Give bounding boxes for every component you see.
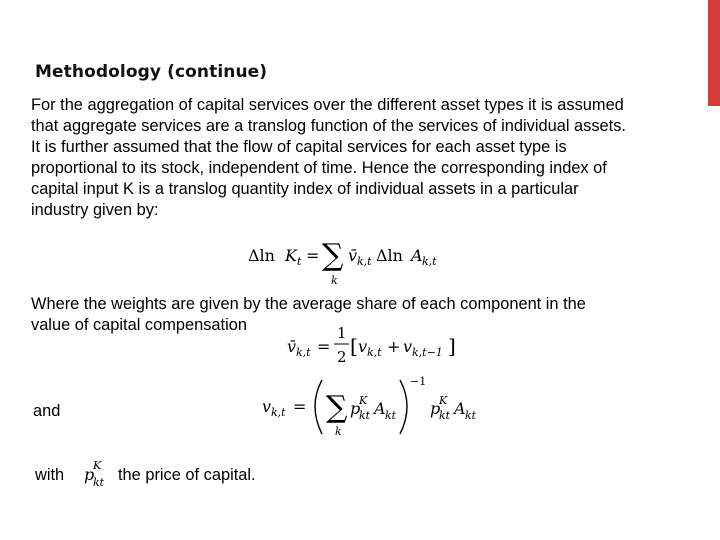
eq2-v1-sub: k,t bbox=[367, 346, 382, 359]
equation-price-symbol bbox=[82, 458, 114, 492]
eq3-right-paren bbox=[400, 380, 407, 434]
eq2-numerator: 1 bbox=[337, 324, 347, 342]
eq2-equals: = bbox=[317, 337, 331, 356]
eq3-left-paren bbox=[315, 380, 322, 434]
with-label: with bbox=[35, 466, 65, 484]
equation-value-share bbox=[262, 372, 487, 442]
eq1-equals: = bbox=[306, 246, 320, 265]
eq4-p-sub: kt bbox=[93, 476, 105, 489]
eq1-weight: v̄ bbox=[348, 246, 358, 265]
paragraph-line: For the aggregation of capital services over the different asset types it is assumed bbox=[31, 96, 624, 114]
eq2-lhs-sub: k,t bbox=[296, 346, 311, 359]
eq1-rhs-var: A bbox=[411, 246, 423, 265]
eq3-sum-index: k bbox=[335, 425, 342, 438]
eq3-exponent: −1 bbox=[410, 375, 427, 388]
eq3-a2-sub: kt bbox=[465, 409, 477, 422]
eq1-rhs-sub: k,t bbox=[422, 255, 437, 268]
slide-title: Methodology (continue) bbox=[35, 62, 268, 82]
paragraph-line: industry given by: bbox=[31, 201, 159, 219]
paragraph-line: capital input K is a translog quantity index of individual assets in a particular bbox=[31, 180, 579, 198]
eq2-close-bracket: ] bbox=[448, 334, 456, 358]
equation-average-share bbox=[287, 322, 467, 368]
eq2-open-bracket: [ bbox=[350, 334, 358, 358]
eq2-lhs: v̄ bbox=[287, 337, 297, 356]
eq2-plus: + bbox=[387, 337, 401, 356]
paragraph-line: It is further assumed that the flow of capital services for each asset type is bbox=[31, 138, 567, 156]
eq1-sum-sign: ∑ bbox=[322, 238, 344, 273]
eq3-a: A bbox=[374, 399, 386, 418]
eq3-sum-sign: ∑ bbox=[326, 390, 348, 425]
eq2-denominator: 2 bbox=[337, 348, 347, 366]
eq3-lhs-sub: k,t bbox=[271, 406, 286, 419]
eq4-p-sup: K bbox=[93, 459, 102, 472]
eq3-p2-sup: K bbox=[439, 394, 448, 407]
eq2-v2: v bbox=[403, 337, 413, 356]
eq3-p2: p bbox=[430, 399, 441, 418]
eq1-rhs-delta: Δln bbox=[376, 246, 403, 265]
eq1-weight-sub: k,t bbox=[357, 255, 372, 268]
eq2-v1: v bbox=[358, 337, 368, 356]
paragraph-line: that aggregate services are a translog function of the services of individual assets. bbox=[31, 117, 626, 135]
eq3-a-sub: kt bbox=[385, 409, 397, 422]
price-of-capital-label: the price of capital. bbox=[118, 466, 256, 484]
eq2-v2-sub: k,t−1 bbox=[412, 346, 443, 359]
eq1-lhs-var: K bbox=[285, 246, 297, 265]
eq3-p2-sub: kt bbox=[439, 409, 451, 422]
paragraph-line: value of capital compensation bbox=[31, 316, 247, 334]
equation-translog-index bbox=[248, 232, 438, 288]
eq3-p-sub: kt bbox=[359, 409, 371, 422]
paragraph-intro bbox=[31, 95, 691, 221]
eq1-sum-index: k bbox=[331, 274, 338, 287]
eq3-a2: A bbox=[454, 399, 466, 418]
eq3-lhs: v bbox=[262, 397, 272, 416]
eq4-p: p bbox=[84, 465, 95, 484]
eq1-lhs-delta: Δln bbox=[248, 246, 275, 265]
eq3-p: p bbox=[350, 399, 361, 418]
eq3-equals: = bbox=[293, 397, 307, 416]
accent-bar bbox=[708, 0, 720, 106]
and-label: and bbox=[33, 402, 61, 420]
eq3-p-sup: K bbox=[359, 394, 368, 407]
paragraph-line: Where the weights are given by the average share of each component in the bbox=[31, 295, 586, 313]
paragraph-line: proportional to its stock, independent of time. Hence the corresponding index of bbox=[31, 159, 607, 177]
eq1-lhs-sub: t bbox=[297, 255, 302, 268]
